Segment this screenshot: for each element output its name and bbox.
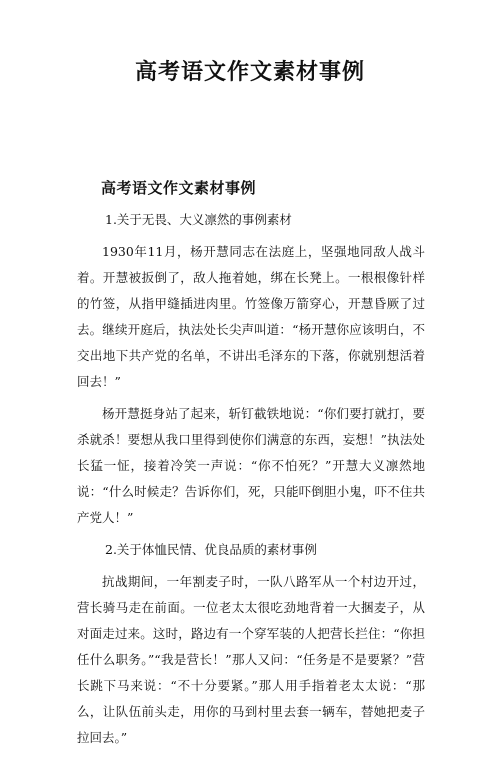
document-title: 高考语文作文素材事例 xyxy=(134,59,365,85)
subheading-1: 1.关于无畏、大义凛然的事例素材 xyxy=(105,212,292,227)
paragraph-2: 杨开慧挺身站了起来，斩钉截铁地说：“你们要打就打，要杀就杀！要想从我口里得到使你们满意的东西，妄想！”执法处长猛一怔，接着冷笑一声说：“你不怕死？”开慧大义凛然地说：“什么时候走？告诉你们，死，只能吓倒胆小鬼，吓不住共产党人！” xyxy=(77,406,425,525)
section-title: 高考语文作文素材事例 xyxy=(101,179,257,197)
paragraph-3: 抗战期间，一年割麦子时，一队八路军从一个村边开过，营长骑马走在前面。一位老太太很吃劲地背着一大捆麦子，从对面走过来。这时，路边有一个穿军装的人把营长拦住：“你担任什么职务。”“我是营长！”那人又问：“任务是不是要紧？”营长跳下马来说：“不十分要紧。”那人用手指着老太太说：“那么，让队伍前头走，用你的马到村里去套一辆车，替她把麦子拉回去。” xyxy=(77,574,425,745)
paragraph-1: 1930年11月，杨开慧同志在法庭上，坚强地同敌人战斗着。开慧被扳倒了，敌人拖着她，绑在长凳上。一根根像针样的竹签，从指甲缝插进肉里。竹签像万箭穿心，开慧昏厥了过去。继续开庭后，执法处长尖声叫道：“杨开慧你应该明白，不交出地下共产党的名单，不讲出毛泽东的下落，你就别想活着回去！” xyxy=(77,244,425,389)
subheading-2: 2.关于体恤民情、优良品质的素材事例 xyxy=(105,542,317,557)
document-body xyxy=(77,175,425,757)
